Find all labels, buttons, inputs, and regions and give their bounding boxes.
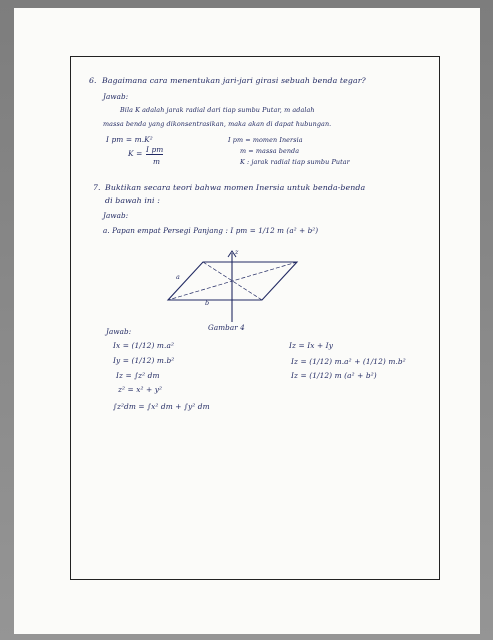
q6-formula-2-numerator: I pm [146, 145, 164, 154]
q6-number: 6. [89, 76, 97, 85]
q6-jawab: Jawab: [103, 92, 129, 101]
q7-jawab: Jawab: [103, 211, 129, 220]
work-right-line-1: Iz = Ix + Iy [289, 341, 333, 350]
q6-formula-1: I pm = m.K² [106, 135, 153, 144]
q6-formula-2-left: K = [128, 149, 143, 158]
work-left-line-3: Iz = ∫z² dm [116, 371, 160, 380]
q6-question: Bagaimana cara menentukan jari-jari girasi sebuah benda tegar? [102, 76, 366, 85]
figure-side-b: b [205, 299, 210, 307]
q6-answer-line1: Bila K adalah jarak radial dari tiap sumbu Putar, m adalah [120, 106, 315, 114]
work-right-line-2: Iz = (1/12) m.a² + (1/12) m.b² [291, 357, 406, 366]
q6-answer-line2: massa benda yang dikonsentrasikan, maka akan di dapat hubungan. [103, 120, 332, 128]
q7-number: 7. [93, 183, 101, 192]
q6-definition-1: I pm = momen Inersia [228, 136, 303, 144]
work-jawab: Jawab: [106, 327, 132, 336]
work-left-line-4: z² = x² + y² [118, 385, 163, 394]
q7-question-line2: di bawah ini : [105, 196, 160, 205]
work-left-line-1: Ix = (1/12) m.a² [113, 341, 175, 350]
work-right-line-3: Iz = (1/12) m (a² + b²) [291, 371, 377, 380]
q7-part-a: a. Papan empat Persegi Panjang : I pm = 1/12 m (a² + b²) [103, 226, 319, 235]
q6-formula-2-denominator: m [153, 157, 161, 166]
q7-question-line1: Buktikan secara teori bahwa momen Inersia untuk benda-benda [105, 183, 366, 192]
figure-caption: Gambar 4 [208, 323, 245, 332]
q6-definition-2: m = massa benda [240, 147, 300, 155]
work-left-line-5: ∫z²dm = ∫x² dm + ∫y² dm [113, 402, 210, 411]
work-left-line-2: Iy = (1/12) m.b² [113, 356, 175, 365]
figure-axis-label: z [235, 248, 239, 256]
figure-side-a: a [176, 273, 180, 281]
q6-definition-3: K : jarak radial tiap sumbu Putar [240, 158, 350, 166]
